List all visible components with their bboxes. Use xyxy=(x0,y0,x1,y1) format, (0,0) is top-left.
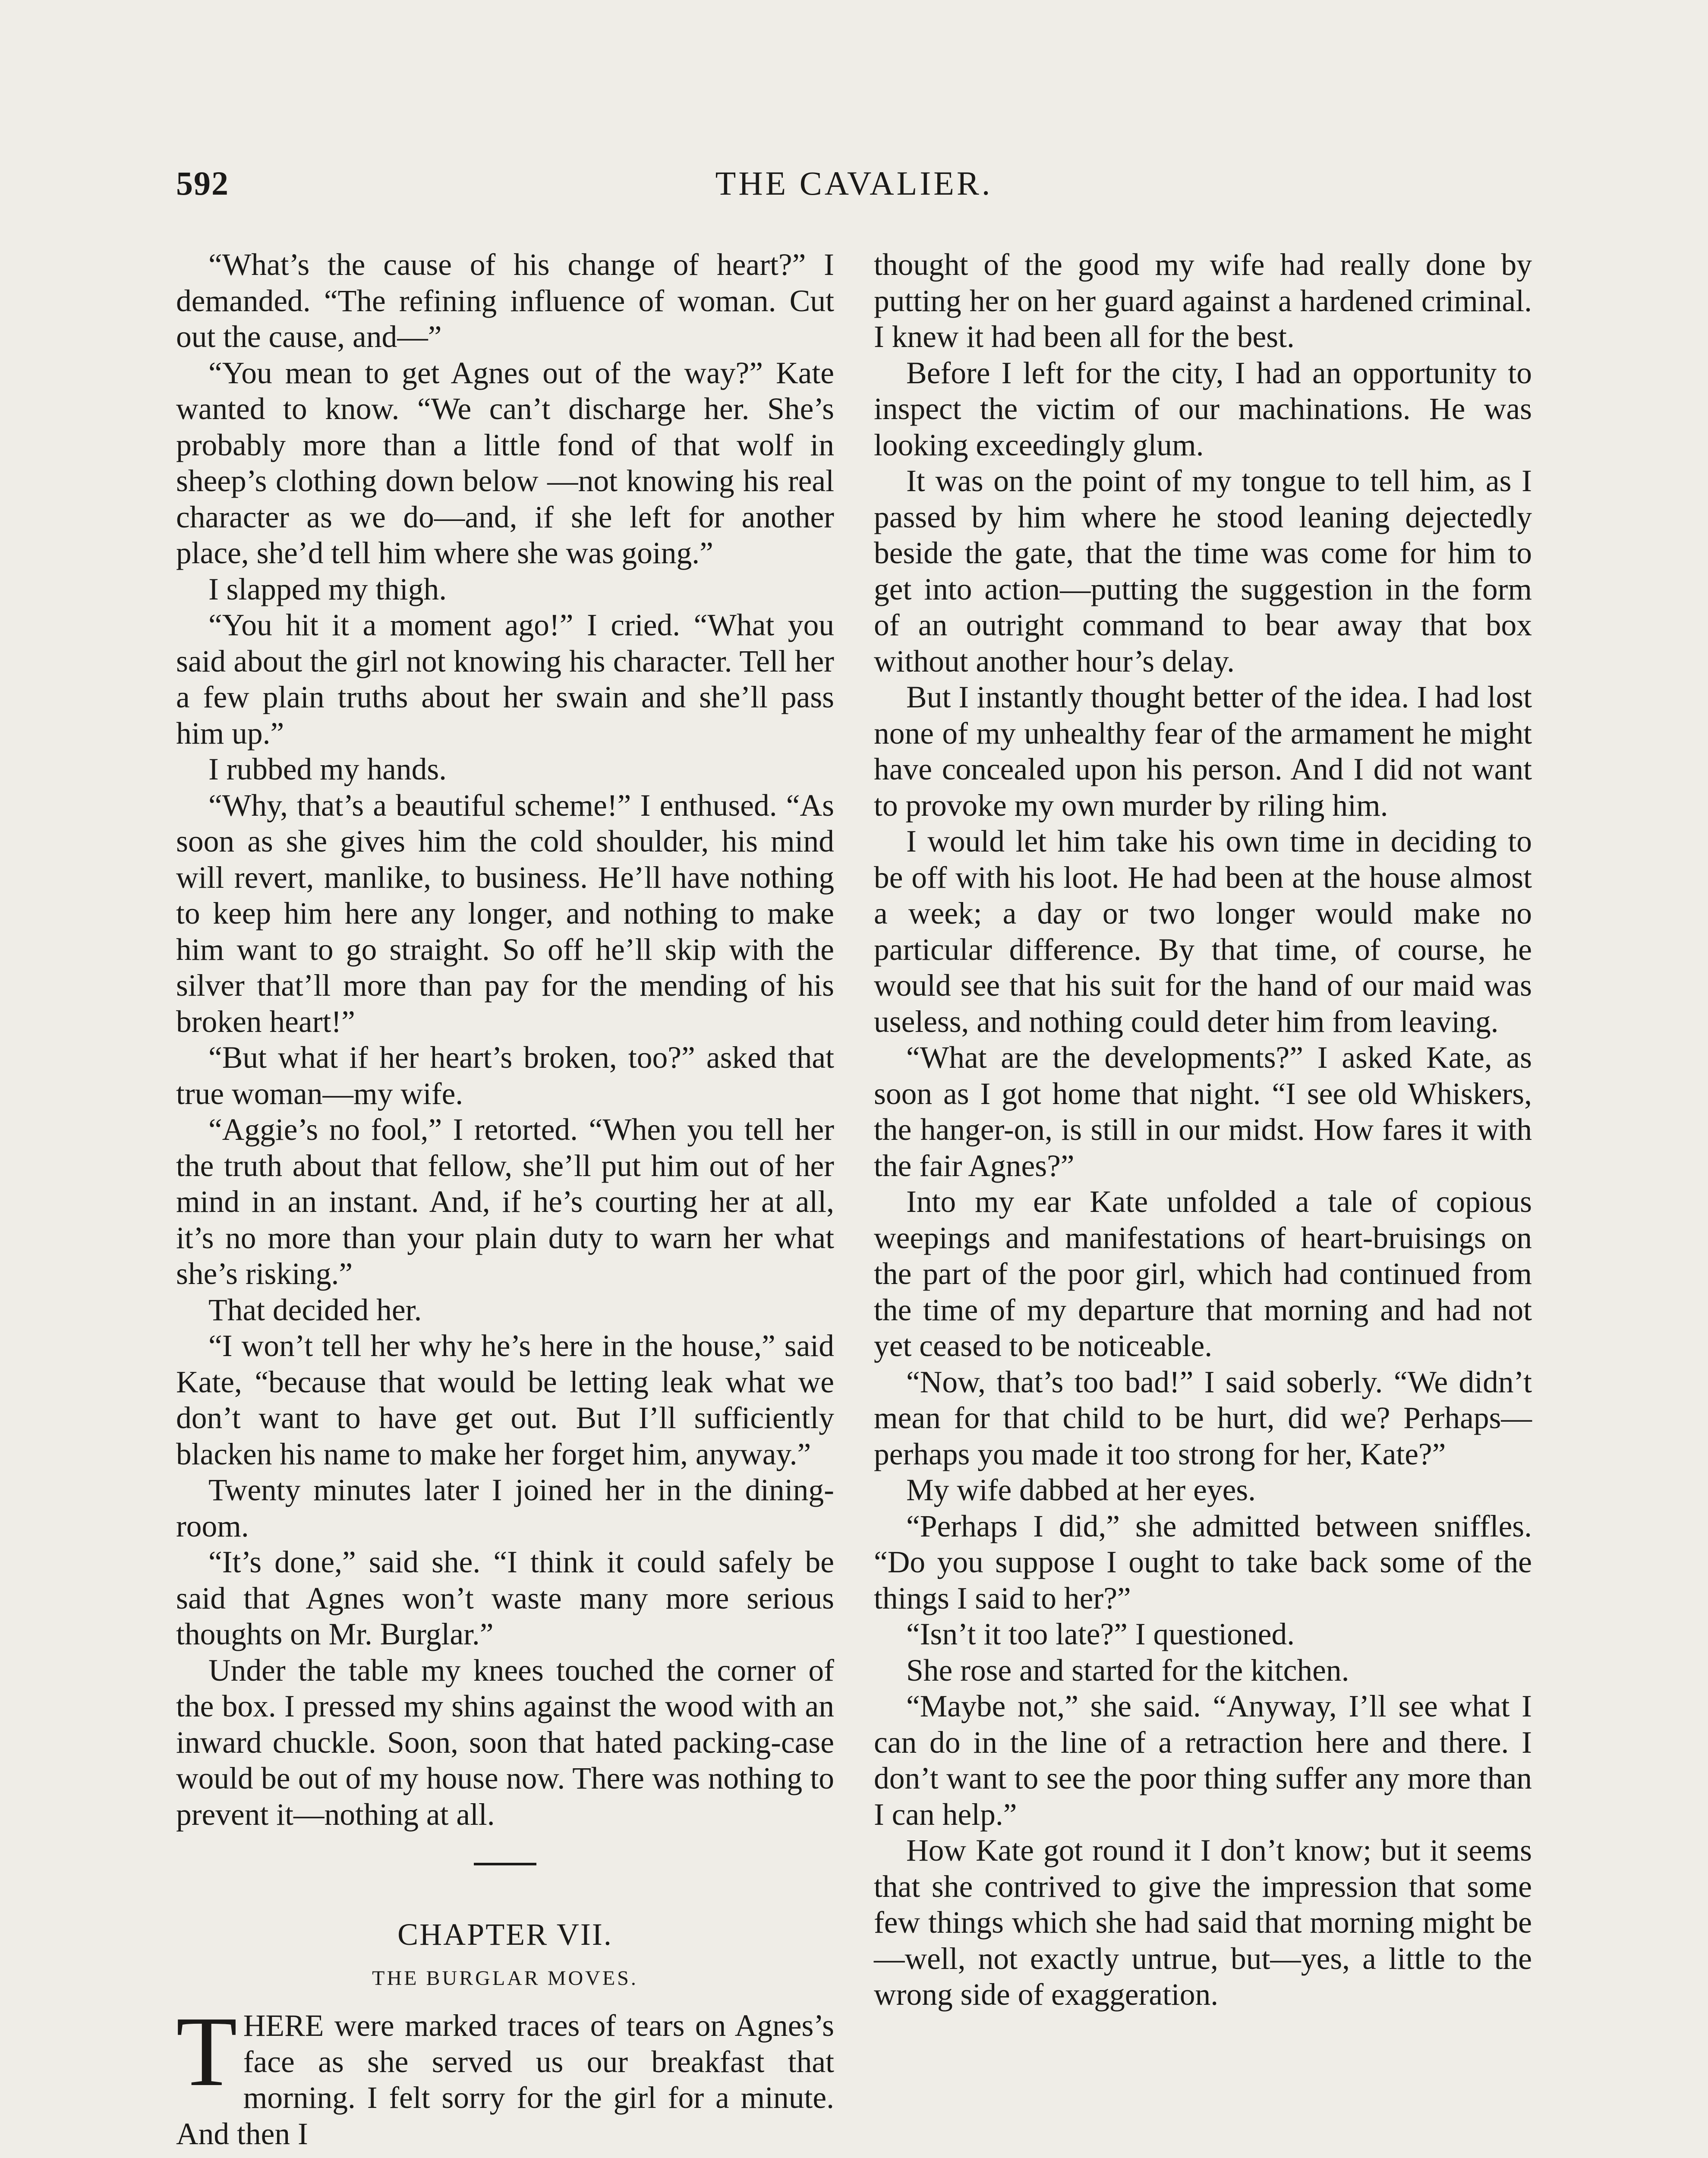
paragraph: I would let him take his own time in deciding to be off with his loot. He had been at the house almost a week; a day or two longer would make no particular difference. By that time, of course, he would see that his suit for the hand of our maid was useless, and nothing could deter him from leaving. xyxy=(874,824,1532,1039)
paragraph: Under the table my knees touched the corner of the box. I pressed my shins against the wood with an inward chuckle. Soon, soon that hated packing-case would be out of my house now. There was nothing to prevent it—nothing at all. xyxy=(176,1653,834,1832)
paragraph: How Kate got round it I don’t know; but it seems that she contrived to give the impression that some few things which she had said that morning might be—well, not exactly untrue, but—yes, a little to the wrong side of exaggeration. xyxy=(874,1833,1532,2012)
drop-cap: T xyxy=(176,1996,237,2107)
opening-text: HERE were marked traces of tears on Agnes’s face as she served us our breakfast that morning. I felt sorry for the girl for a minute. And then I xyxy=(176,2009,834,2151)
paragraph: “Perhaps I did,” she admitted between sniffles. “Do you suppose I ought to take back some of the things I said to her?” xyxy=(874,1509,1532,1615)
section-divider xyxy=(474,1863,536,1865)
paragraph: “You mean to get Agnes out of the way?” Kate wanted to know. “We can’t discharge her. She’s probably more than a little fond of that wolf in sheep’s clothing down below —not knowing his real character as we do—and, if she left for another place, she’d tell him where she was going.” xyxy=(176,356,834,570)
paragraph: That decided her. xyxy=(208,1293,422,1327)
paragraph: “What’s the cause of his change of heart?” I demanded. “The refining influence of woman. Cut out the cause, and—” xyxy=(176,248,834,354)
paragraph: “It’s done,” said she. “I think it could safely be said that Agnes won’t waste many more serious thoughts on Mr. Burglar.” xyxy=(176,1545,834,1651)
paragraph: “Why, that’s a beautiful scheme!” I enthused. “As soon as she gives him the cold shoulder, his mind will revert, manlike, to business. He’ll have nothing to keep him here any longer, and nothing to make him want to go straight. So off he’ll skip with the silver that’ll more than pay for the mending of his broken heart!” xyxy=(176,788,834,1039)
chapter-opening-paragraph xyxy=(176,1996,834,2152)
paragraph: “Maybe not,” she said. “Anyway, I’ll see what I can do in the line of a retraction here and there. I don’t want to see the poor thing suffer any more than I can help.” xyxy=(874,1689,1532,1832)
paragraph: “I won’t tell her why he’s here in the house,” said Kate, “because that would be letting leak what we don’t want to have get out. But I’ll sufficiently blacken his name to make her forget him, anyway.” xyxy=(176,1329,834,1471)
continued-paragraph: thought of the good my wife had really done by putting her on her guard against a hardened criminal. I knew it had been all for the best. xyxy=(874,248,1532,354)
paragraph: Into my ear Kate unfolded a tale of copious weepings and manifestations of heart-bruisings on the part of the poor girl, which had continued from the time of my departure that morning and had not yet ceased to be noticeable. xyxy=(874,1185,1532,1363)
paragraph: “Aggie’s no fool,” I retorted. “When you tell her the truth about that fellow, she’ll put him out of her mind in an instant. And, if he’s courting her at all, it’s no more than your plain duty to warn her what she’s risking.” xyxy=(176,1113,834,1291)
paragraph: Before I left for the city, I had an opportunity to inspect the victim of our machinations. He was looking exceedingly glum. xyxy=(874,356,1532,462)
chapter-title: CHAPTER VII. xyxy=(397,1917,613,1952)
paragraph: “Now, that’s too bad!” I said soberly. “We didn’t mean for that child to be hurt, did we? Perhaps—perhaps you made it too strong for her, Kate?” xyxy=(874,1365,1532,1471)
paragraph: “But what if her heart’s broken, too?” asked that true woman—my wife. xyxy=(176,1041,834,1111)
right-column xyxy=(874,247,1532,2013)
paragraph: My wife dabbed at her eyes. xyxy=(906,1473,1256,1507)
paragraph: She rose and started for the kitchen. xyxy=(906,1653,1349,1688)
paragraph: I slapped my thigh. xyxy=(208,572,447,606)
paragraph: It was on the point of my tongue to tell him, as I passed by him where he stood leaning dejectedly beside the gate, that the time was come for him to get into action—putting the suggestion in the form of an outright command to bear away that box without another hour’s delay. xyxy=(874,464,1532,678)
paragraph: Twenty minutes later I joined her in the dining-room. xyxy=(176,1473,834,1543)
paragraph: “What are the developments?” I asked Kate, as soon as I got home that night. “I see old Whiskers, the hanger-on, is still in our midst. How fares it with the fair Agnes?” xyxy=(874,1041,1532,1183)
page-header xyxy=(176,164,1532,211)
paragraph: “You hit it a moment ago!” I cried. “What you said about the girl not knowing his character. Tell her a few plain truths about her swain and she’ll pass him up.” xyxy=(176,608,834,751)
page-number: 592 xyxy=(176,164,229,202)
paragraph: “Isn’t it too late?” I questioned. xyxy=(906,1617,1295,1651)
paragraph: But I instantly thought better of the idea. I had lost none of my unhealthy fear of the armament he might have concealed upon his person. And I did not want to provoke my own murder by riling him. xyxy=(874,680,1532,823)
left-column xyxy=(176,247,834,2152)
running-title: THE CAVALIER. xyxy=(715,164,993,202)
chapter-subtitle: THE BURGLAR MOVES. xyxy=(372,1967,638,1990)
paragraph: I rubbed my hands. xyxy=(208,752,447,786)
